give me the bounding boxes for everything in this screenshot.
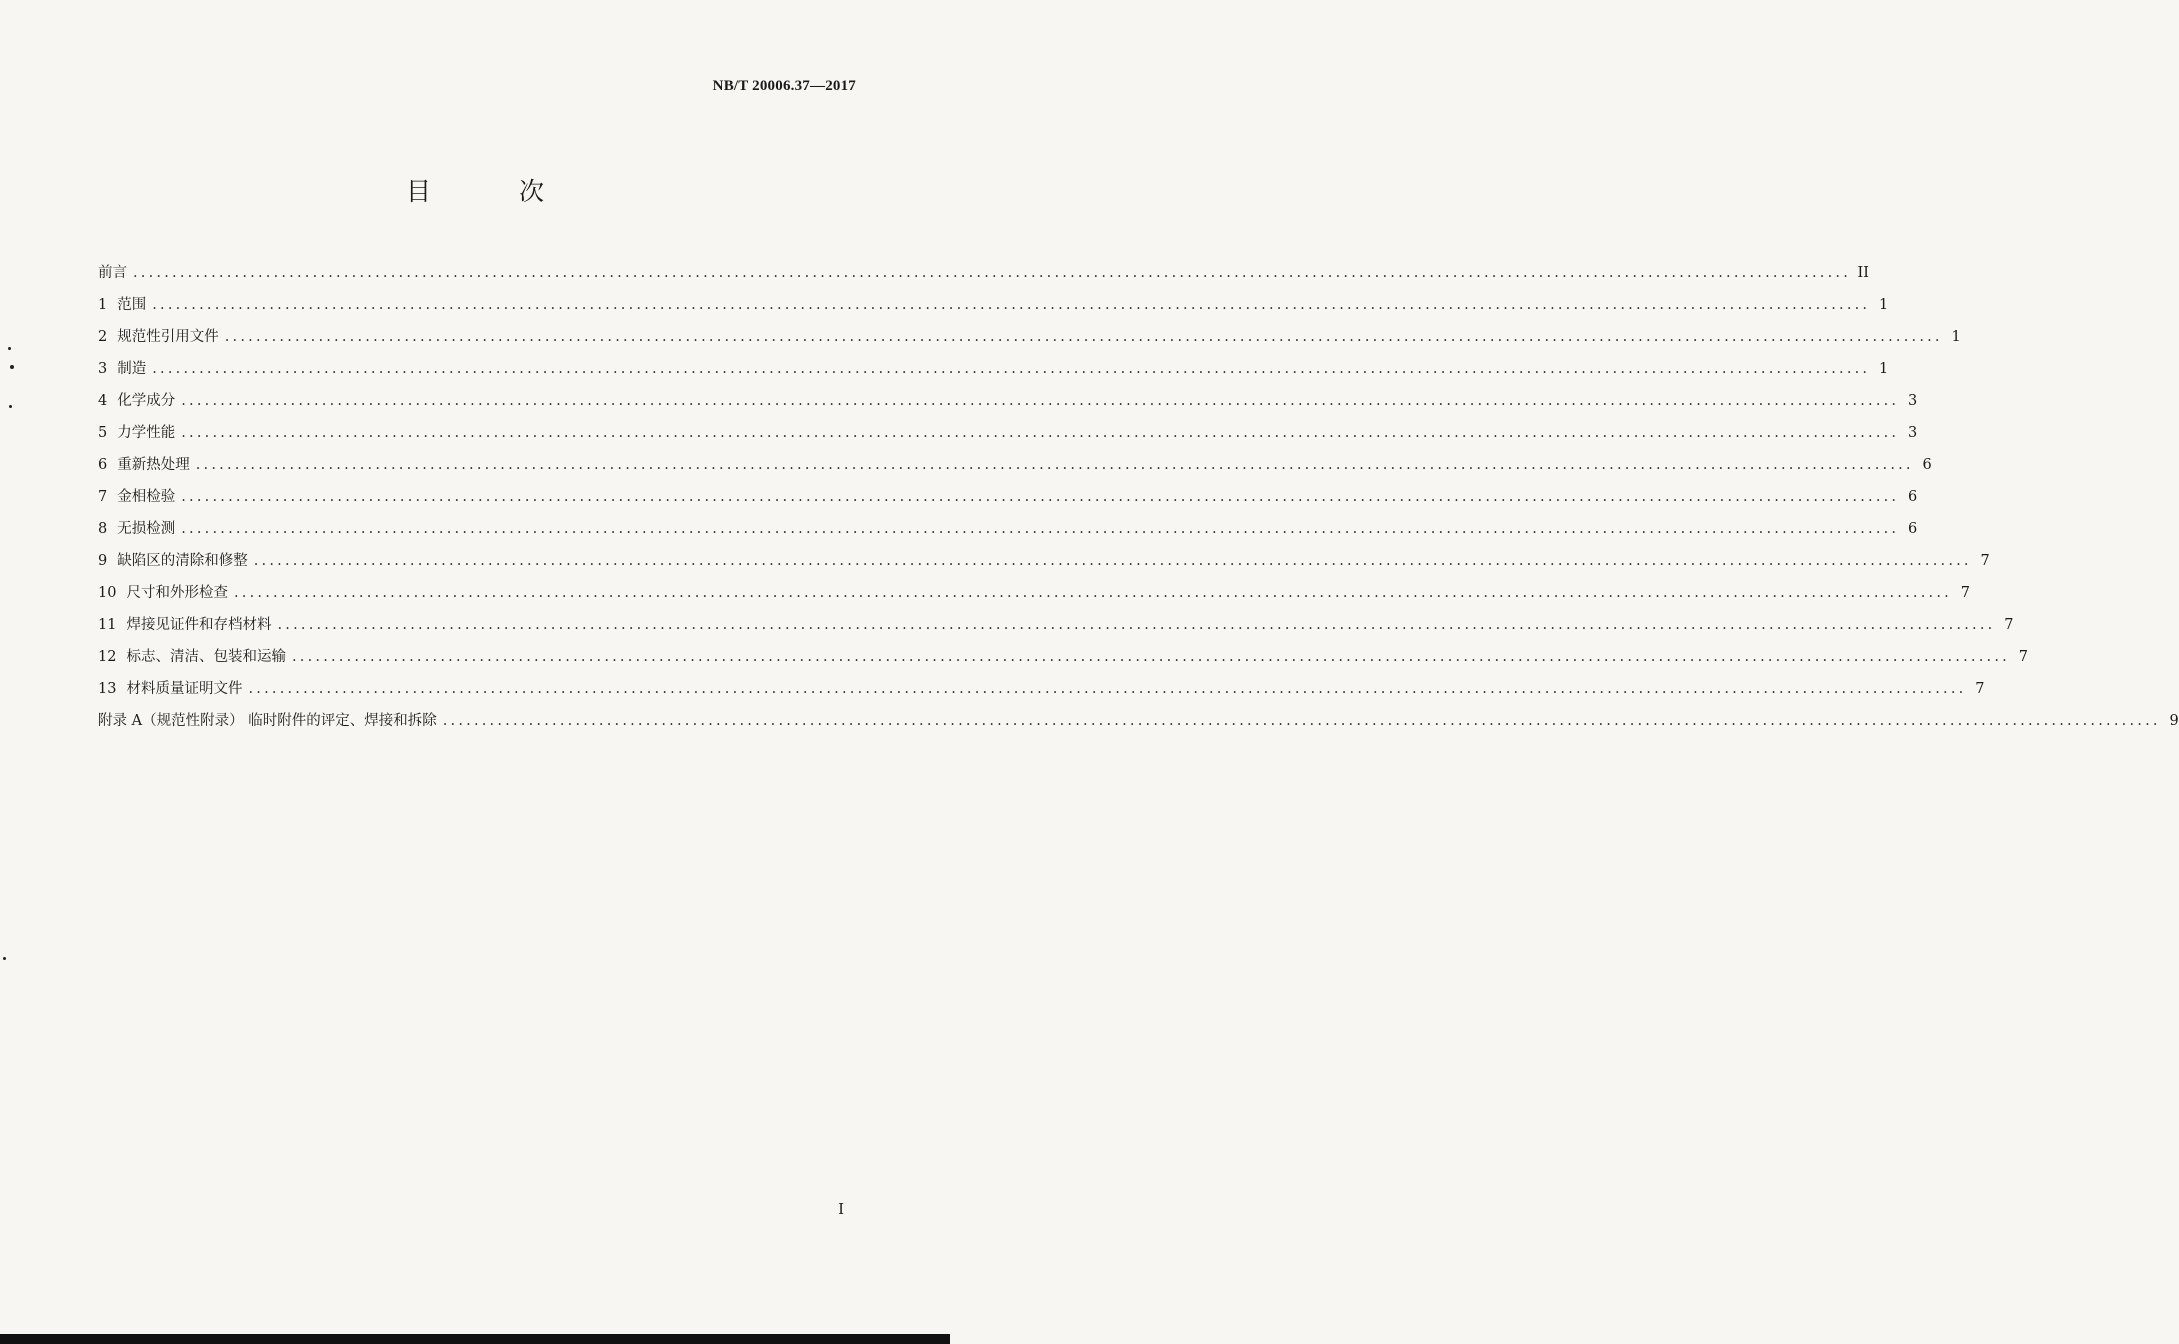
toc-entry-page: 1 <box>1879 361 1889 377</box>
toc-dot-leader: ............................................................................................................................................................................................................................ <box>442 713 2161 729</box>
toc-entry-label: 附录 A（规范性附录） 临时附件的评定、焊接和拆除 <box>98 713 437 729</box>
toc-entry[interactable] <box>98 605 2014 637</box>
toc-entry-label: 前言 <box>98 265 127 281</box>
toc-dot-leader: ............................................................................................................................................................................................................................ <box>248 681 1967 697</box>
toc-entry-number: 6 <box>98 457 108 473</box>
toc-dot-leader: ............................................................................................................................................................................................................................ <box>195 457 1914 473</box>
toc-entry-number: 4 <box>98 393 108 409</box>
toc-entry-number: 2 <box>98 329 108 345</box>
toc-entry-page: 7 <box>2018 649 2028 665</box>
toc-entry-page: 9 <box>2169 713 2179 729</box>
toc-entry-page: 6 <box>1922 457 1932 473</box>
toc-list <box>98 253 2179 733</box>
toc-entry-page: 6 <box>1908 521 1918 537</box>
toc-entry[interactable] <box>98 573 1970 605</box>
toc-entry-number: 5 <box>98 425 108 441</box>
toc-entry[interactable] <box>98 381 1918 413</box>
toc-dot-leader: ............................................................................................................................................................................................................................ <box>152 361 1871 377</box>
toc-entry-page: II <box>1857 265 1870 281</box>
toc-entry-number: 7 <box>98 489 108 505</box>
toc-entry-label: 标志、清洁、包装和运输 <box>126 649 286 665</box>
toc-entry[interactable] <box>98 413 1918 445</box>
toc-entry-page: 3 <box>1908 393 1918 409</box>
toc-entry-label: 尺寸和外形检查 <box>126 585 228 601</box>
toc-dot-leader: ............................................................................................................................................................................................................................ <box>133 265 1852 281</box>
toc-entry[interactable] <box>98 541 1990 573</box>
toc-entry-page: 7 <box>2004 617 2014 633</box>
toc-dot-leader: ............................................................................................................................................................................................................................ <box>181 425 1900 441</box>
toc-entry[interactable] <box>98 253 1870 285</box>
toc-entry-label: 化学成分 <box>117 393 176 409</box>
toc-entry[interactable] <box>98 285 1889 317</box>
toc-entry-number: 1 <box>98 297 108 313</box>
toc-dot-leader: ............................................................................................................................................................................................................................ <box>253 553 1972 569</box>
toc-entry-label: 范围 <box>117 297 147 313</box>
toc-entry[interactable] <box>98 477 1918 509</box>
toc-entry-label: 金相检验 <box>117 489 176 505</box>
toc-entry-label: 材料质量证明文件 <box>126 681 243 697</box>
page-title: 目 次 <box>406 177 584 206</box>
toc-entry-page: 3 <box>1908 425 1918 441</box>
toc-entry-label: 焊接见证件和存档材料 <box>126 617 272 633</box>
scan-speck <box>3 957 6 960</box>
toc-dot-leader: ............................................................................................................................................................................................................................ <box>291 649 2010 665</box>
toc-entry-label: 重新热处理 <box>117 457 190 473</box>
toc-entry[interactable] <box>98 701 2179 733</box>
toc-entry-number: 11 <box>98 617 117 633</box>
standard-number: NB/T 20006.37—2017 <box>712 78 856 94</box>
toc-entry-label: 无损检测 <box>117 521 176 537</box>
scan-speck <box>10 365 14 369</box>
toc-entry-label: 缺陷区的清除和修整 <box>117 553 248 569</box>
toc-entry-number: 8 <box>98 521 108 537</box>
toc-entry[interactable] <box>98 509 1918 541</box>
toc-dot-leader: ............................................................................................................................................................................................................................ <box>233 585 1952 601</box>
toc-dot-leader: ............................................................................................................................................................................................................................ <box>152 297 1871 313</box>
toc-dot-leader: ............................................................................................................................................................................................................................ <box>224 329 1943 345</box>
toc-dot-leader: ............................................................................................................................................................................................................................ <box>181 489 1900 505</box>
toc-entry[interactable] <box>98 445 1932 477</box>
scan-speck <box>8 347 11 350</box>
toc-entry-number: 10 <box>98 585 117 601</box>
toc-dot-leader: ............................................................................................................................................................................................................................ <box>181 521 1900 537</box>
toc-entry-number: 3 <box>98 361 108 377</box>
toc-dot-leader: ............................................................................................................................................................................................................................ <box>277 617 1996 633</box>
toc-entry[interactable] <box>98 349 1889 381</box>
toc-entry-page: 7 <box>1980 553 1990 569</box>
toc-entry[interactable] <box>98 669 1985 701</box>
toc-entry[interactable] <box>98 637 2028 669</box>
toc-entry-number: 12 <box>98 649 117 665</box>
toc-entry-label: 规范性引用文件 <box>117 329 219 345</box>
toc-entry-page: 6 <box>1908 489 1918 505</box>
toc-entry-page: 1 <box>1951 329 1961 345</box>
toc-entry-number: 9 <box>98 553 108 569</box>
toc-entry-page: 7 <box>1975 681 1985 697</box>
toc-entry-page: 1 <box>1879 297 1889 313</box>
page-number: I <box>838 1200 844 1218</box>
scan-border-bar <box>0 1334 950 1344</box>
toc-entry-page: 7 <box>1960 585 1970 601</box>
scan-speck <box>9 405 12 408</box>
toc-entry-label: 制造 <box>117 361 147 377</box>
toc-dot-leader: ............................................................................................................................................................................................................................ <box>181 393 1900 409</box>
toc-entry[interactable] <box>98 317 1961 349</box>
toc-entry-label: 力学性能 <box>117 425 176 441</box>
toc-entry-number: 13 <box>98 681 117 697</box>
